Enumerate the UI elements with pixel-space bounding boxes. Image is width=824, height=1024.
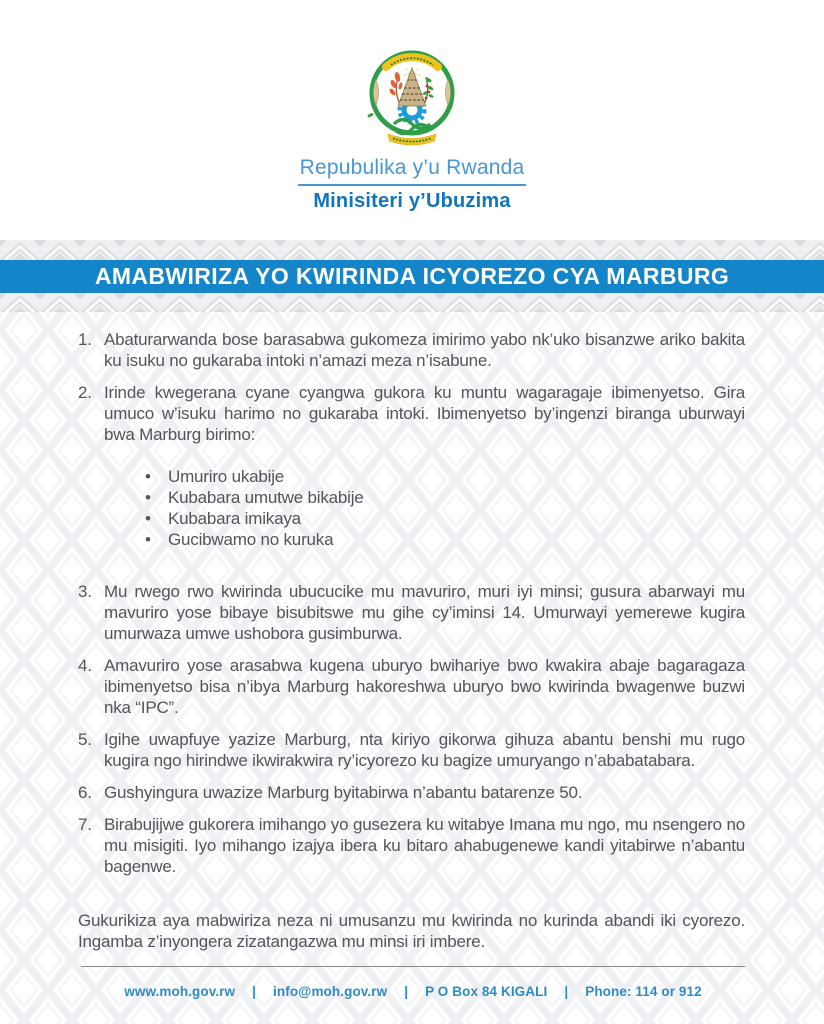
ministry-name: Minisiteri y’Ubuzima [313,190,511,212]
item-number: 7. [78,815,92,834]
bullet-icon: • [145,509,151,528]
symptom-text: Kubabara imikaya [168,509,301,528]
bullet-icon: • [145,488,151,507]
symptom-item [145,529,745,550]
header-divider [298,184,526,186]
item-number: 3. [78,582,92,601]
list-item-3 [78,581,745,644]
item-text: Birabujijwe gukorera imihango yo gusezera ku witabye Imana mu ngo, mu nsengero no mu misigiti. Iyo mihango izajya ibera ku bitaro ahabugenewe kandi yitabirwe n’abantu bagenwe. [104,815,745,876]
symptom-item [145,487,745,508]
footer-contact-row [81,967,745,999]
item-text: Amavuriro yose arasabwa kugena uburyo bwihariye bwo kwakira abaje bagaragaza ibimenyetso bisa n’ibya Marburg hakoreshwa uburyo bwo kwirinda bwagenwe buzwi nka “IPC”. [104,656,745,717]
closing-paragraph: Gukurikiza aya mabwiriza neza ni umusanzu mu kwirinda no kurinda abandi iki cyorezo. Ingamba z’inyongera zizatangazwa mu minsi iri imbere. [78,911,745,951]
symptoms-list [145,466,745,550]
symptom-text: Umuriro ukabije [168,467,285,486]
item-number: 5. [78,730,92,749]
item-number: 6. [78,783,92,802]
item-text: Igihe uwapfuye yazize Marburg, nta kiriyo gikorwa gihuza abantu benshi mu rugo kugira ngo hirindwe ikwirakwira ry’icyorezo ku bagize umuryango n’ababatabara. [104,730,745,770]
symptom-item [145,466,745,487]
banner-bar [0,260,824,293]
list-item-7 [78,814,745,877]
item-text: Mu rwego rwo kwirinda ubucucike mu mavuriro, muri iyi minsi; gusura abarwayi mu mavuriro yose bibaye bisubitswe mu gihe cy’iminsi 14. Umurwayi yemerewe kugira umurwaza umwe ushobora gusimburwa. [104,582,745,643]
item-number: 4. [78,656,92,675]
footer-separator: | [404,984,409,999]
list-item-2 [78,382,745,445]
imigongo-chevron-pattern-top [0,240,824,260]
bullet-icon: • [145,530,151,549]
footer-phone: Phone: 114 or 912 [585,984,702,999]
item-text: Abaturarwanda bose barasabwa gukomeza imirimo yabo nk’uko bisanzwe ariko bakita ku isuku no gukaraba intoki n’amazi meza n’isabune. [104,330,745,370]
header [0,0,824,213]
symptom-text: Kubabara umutwe bikabije [168,488,364,507]
list-item-4 [78,655,745,718]
symptom-text: Gucibwamo no kuruka [168,530,334,549]
bullet-icon: • [145,467,151,486]
title-banner [0,240,824,312]
list-item-1 [78,329,745,371]
rwanda-coat-of-arms-icon [362,44,462,151]
list-item-5 [78,729,745,771]
item-number: 1. [78,330,92,349]
republic-name: Repubulika y’u Rwanda [299,156,525,179]
footer-pobox: P O Box 84 KIGALI [425,984,548,999]
list-item-6 [78,782,745,803]
item-number: 2. [78,383,92,402]
item-text: Irinde kwegerana cyane cyangwa gukora ku muntu wagaragaje ibimenyetso. Gira umuco w’isuku harimo no gukaraba intoki. Ibimenyetso by’ingenzi biranga uburwayi bwa Marburg birimo: [104,383,745,444]
footer-separator: | [252,984,257,999]
symptom-item [145,508,745,529]
imigongo-chevron-pattern-bottom [0,293,824,312]
footer-website: www.moh.gov.rw [124,984,236,999]
item-text: Gushyingura uwazize Marburg byitabirwa n’abantu batarenze 50. [104,783,583,802]
footer [81,966,745,999]
page-title: AMABWIRIZA YO KWIRINDA ICYOREZO CYA MARBURG [94,263,730,289]
guidelines-list [0,312,824,952]
footer-email: info@moh.gov.rw [273,984,388,999]
footer-separator: | [564,984,569,999]
